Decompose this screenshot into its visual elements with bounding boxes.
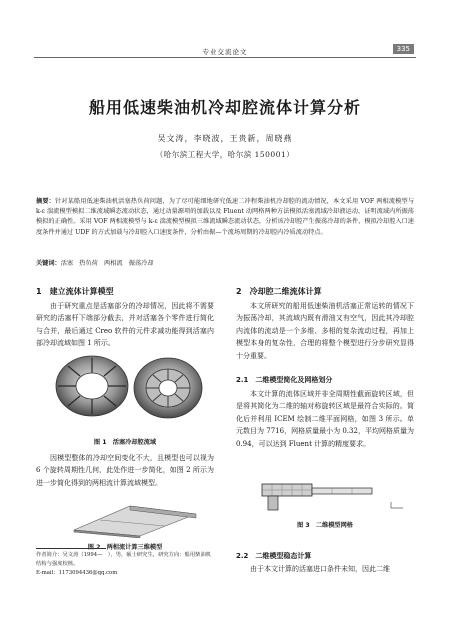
section-2-2-heading: 2.2 二维模型稳态计算 xyxy=(236,552,312,560)
section-2-paragraph-1: 本文所研究的船用低速柴油机活塞正常运转的情况下为振荡冷却，其流域内既有滑油又有空气，因此其冷却腔内流体的流动是一个多维、多相的复杂流动过程，再加上模型本身的复杂性，合理的将整个模型进行分步研究显得十分重要。 xyxy=(236,302,414,360)
section-2-heading: 2 冷却腔二维流体计算 xyxy=(236,287,322,296)
section-2-1-paragraph: 本文计算的流体区域并非全周期性截面旋转区域，但是将其简化为二维的轴对称旋转区域是最符合实际的。简化后并利用 ICEM 绘制二维平面网格，如图 3 所示。单元数目为 7716，网格质量最小为 0.32，平均网格质量为 0.94，可以达到 Fluent 计算的精度要求。 xyxy=(236,390,414,448)
section-2-1-heading: 2.1 二维模型简化及网格划分 xyxy=(236,376,333,384)
section-1-heading: 1 建立流体计算模型 xyxy=(36,287,114,296)
abstract-text: 针对某船用低速柴油机活塞热负荷问题，为了尽可能细地研究低速二冲程柴油机冷却腔的流动情况，本文采用 VOF 两相流模型与 k-ε 湍流模型模拟二维流域瞬态流动状态，通过动量源项的加载以及 Fluent 动网格两种方法模拟活塞流域冷却液运动，证明流域内所振荡模拟的正确性。采用 VOF 两相流模型与 k-ε 湍流模型模拟三维流域瞬态流动状态，分析该冷却腔产生振荡冷却的条件，模拟冷却腔入口速度条件并通过 UDF 的方式加载与冷却腔入口速度条件，分析由振—个流场周期的冷却腔内冷质流动特点。 xyxy=(36,198,415,236)
page-number: 335 xyxy=(393,44,414,54)
header-rule xyxy=(34,57,416,58)
keywords-text: 活塞 热负荷 两相流 振荡冷却 xyxy=(60,260,154,267)
figure-1-caption: 图 1 活塞冷却腔流域 xyxy=(93,439,157,446)
figure-2-image xyxy=(70,500,200,538)
keywords-label: 关键词： xyxy=(36,260,61,267)
figure-2-caption: 图 2 两相流计算三维模型 xyxy=(87,544,163,551)
section-2-2-paragraph: 由于本文计算的活塞进口条件未知，因此二维 xyxy=(250,565,390,573)
section-1-paragraph-2: 因模型整体的冷却空间变化不大，且模型也可以视为 6 个旋转周期性几何，此处作进一步简化，如图 2 所示为进一步简化得到的两相流计算流域模型。 xyxy=(36,454,214,487)
figure-1-image xyxy=(50,348,210,430)
abstract-label: 摘要： xyxy=(36,198,55,205)
author-email: E-mail：1173094436@qq.com xyxy=(36,570,118,576)
paper-title: 船用低速柴油机冷却腔流体计算分析 xyxy=(88,98,361,117)
affiliation: （哈尔滨工程大学，哈尔滨 150001） xyxy=(155,150,295,159)
section-1-paragraph-1: 由于研究重点是活塞部分的冷却情况，因此将不需要研究的活塞杆下端部分截去，并对活塞各个零件进行简化与合并，最后通过 Creo 软件的元件求减功能得到活塞内部冷却流域如图 1 所示。 xyxy=(36,302,214,348)
running-header: 专业交流论文 xyxy=(202,48,248,56)
footnote xyxy=(36,551,216,578)
figure-3-caption: 图 3 二维模型网格 xyxy=(297,522,353,529)
figure-3-image xyxy=(256,478,406,516)
abstract xyxy=(36,197,414,238)
footnote-rule xyxy=(36,548,106,549)
author-list: 吴文涛，李晓波，王贵新，周晓燕 xyxy=(157,134,293,143)
keywords xyxy=(36,258,414,267)
author-bio: 作者简介：吴文涛（1994— ），男，硕士研究生，研究方向：船用柴油机结构与强度校核。 xyxy=(36,552,212,567)
